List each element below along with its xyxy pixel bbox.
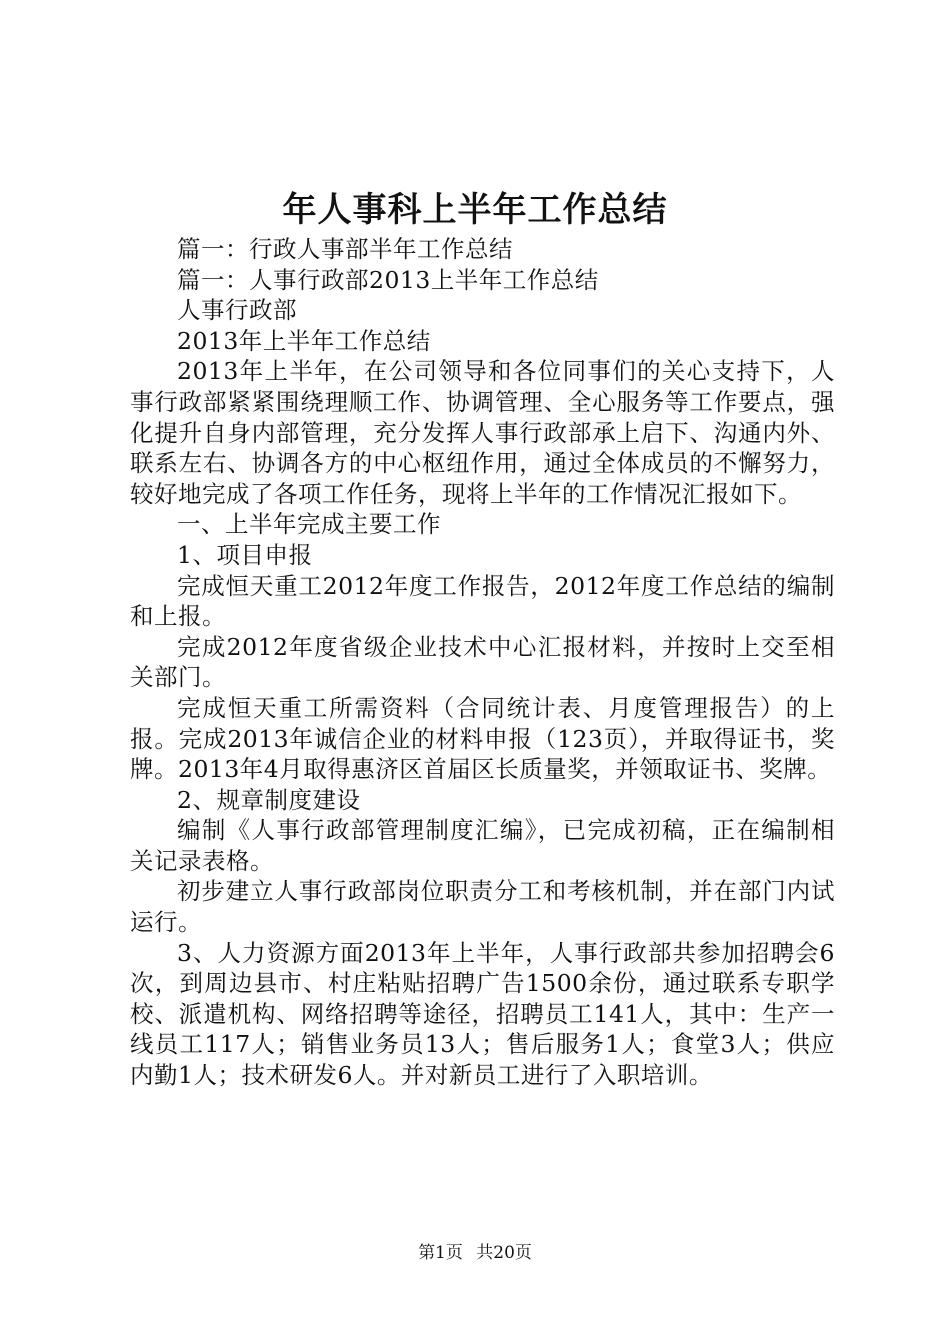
subsection-heading: 2、规章制度建设 [177, 785, 361, 814]
subsection-heading: 1、项目申报 [177, 540, 313, 569]
paragraph: 2013年上半年，在公司领导和各位同事们的关心支持下，人事行政部紧紧围绕理顺工作、协调管理、全心服务等工作要点，强化提升自身内部管理，充分发挥人事行政部承上启下、沟通内外、联系左右、协调各方的中心枢纽作用，通过全体成员的不懈努力，较好地完成了各项工作任务，现将上半年的工作情况汇报如下。 [130, 357, 835, 508]
paragraph: 篇一：人事行政部2013上半年工作总结 [177, 265, 599, 294]
paragraph: 编制《人事行政部管理制度汇编》，已完成初稿，正在编制相关记录表格。 [130, 816, 835, 875]
paragraph: 完成恒天重工2012年度工作报告，2012年度工作总结的编制和上报。 [130, 571, 835, 631]
page-number-current: 第1页 [418, 1243, 463, 1263]
section-heading: 一、上半年完成主要工作 [177, 510, 441, 539]
paragraph: 完成恒天重工所需资料（合同统计表、月度管理报告）的上报。完成2013年诚信企业的材料申报（123页），并取得证书，奖牌。2013年4月取得惠济区首届区长质量奖，并领取证书、奖牌。 [130, 693, 835, 784]
page-footer [0, 1240, 950, 1266]
paragraph: 3、人力资源方面2013年上半年，人事行政部共参加招聘会6次，到周边县市、村庄粘贴招聘广告1500余份，通过联系专职学校、派遣机构、网络招聘等途径，招聘员工141人，其中：生产一线员工117人；销售业务员13人；售后服务1人；食堂3人；供应内勤1人；技术研发6人。并对新员工进行了入职培训。 [130, 938, 835, 1090]
paragraph: 人事行政部 [177, 296, 297, 325]
paragraph: 篇一：行政人事部半年工作总结 [177, 235, 513, 263]
paragraph: 完成2012年度省级企业技术中心汇报材料，并按时上交至相关部门。 [130, 632, 835, 692]
document-title: 年人事科上半年工作总结 [282, 190, 668, 230]
paragraph: 初步建立人事行政部岗位职责分工和考核机制，并在部门内试运行。 [130, 877, 835, 937]
paragraph: 2013年上半年工作总结 [177, 326, 431, 355]
page-number-total: 共20页 [476, 1243, 532, 1263]
document-body [130, 234, 835, 1091]
